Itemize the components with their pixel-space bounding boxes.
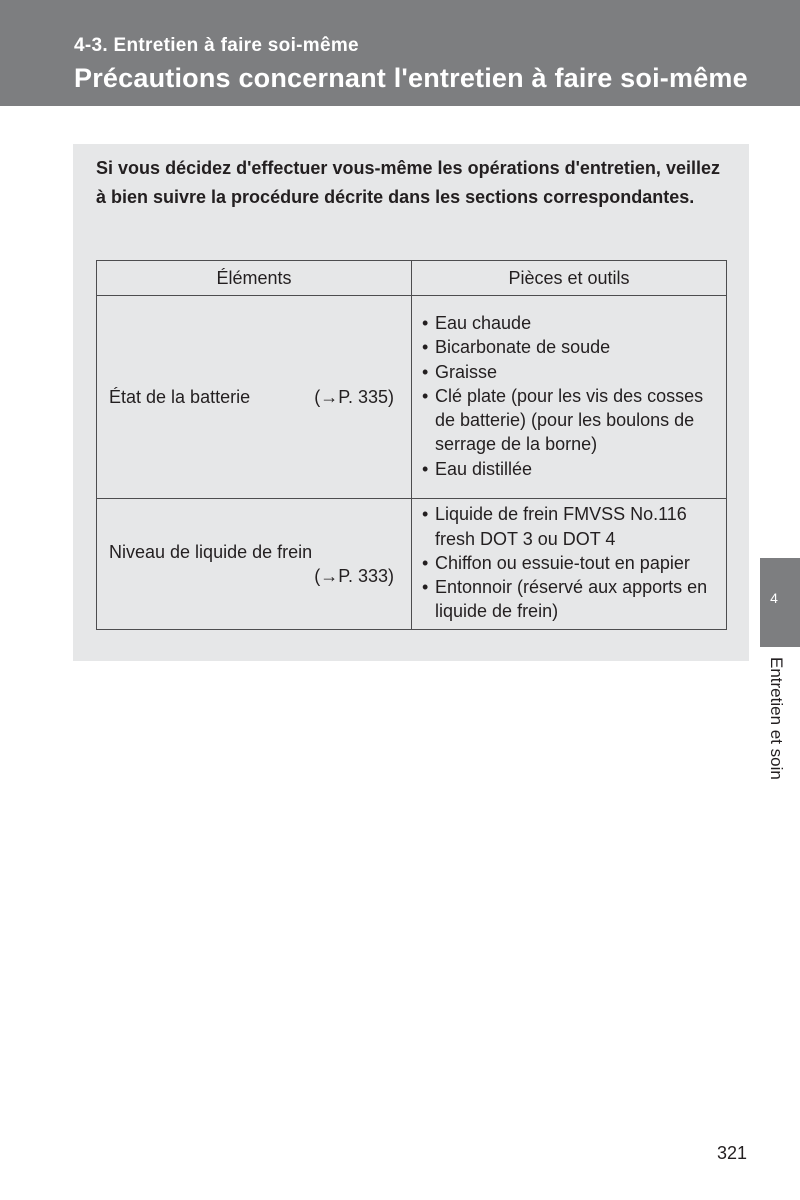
tools-cell — [412, 296, 727, 499]
chapter-number: 4 — [770, 590, 778, 606]
column-header-items: Éléments — [97, 261, 412, 296]
tools-list — [422, 502, 720, 623]
column-header-tools: Pièces et outils — [412, 261, 727, 296]
page-header — [0, 0, 800, 106]
maintenance-table — [96, 260, 727, 630]
table-header-row — [97, 261, 727, 296]
list-item: • Graisse — [422, 360, 720, 384]
list-item: • Liquide de frein FMVSS No.116 fresh DOT 3 ou DOT 4 — [422, 502, 720, 551]
table-row — [97, 499, 727, 630]
chapter-label: Entretien et soin — [767, 657, 786, 780]
tools-list — [422, 311, 720, 481]
chapter-tab — [760, 558, 800, 647]
list-item: • Entonnoir (réservé aux apports en liquide de frein) — [422, 575, 720, 624]
item-name: État de la batterie — [109, 386, 251, 407]
section-label: 4-3. Entretien à faire soi-même — [74, 35, 359, 56]
page-reference: (→P. 335) — [314, 386, 394, 407]
table-row — [97, 296, 727, 499]
tools-cell — [412, 499, 727, 630]
page-reference: (→P. 333) — [314, 566, 394, 586]
list-item: • Bicarbonate de soude — [422, 335, 720, 359]
item-cell — [97, 499, 412, 630]
list-item: • Clé plate (pour les vis des cosses de batterie) (pour les boulons de serrage de la borne) — [422, 384, 720, 457]
page-number: 321 — [717, 1143, 748, 1163]
list-item: • Eau chaude — [422, 311, 720, 335]
info-panel — [73, 144, 749, 661]
intro-text: Si vous décidez d'effectuer vous-même les opérations d'entretien, veillez à bien suivre la procédure décrite dans les sections correspondantes. — [96, 158, 720, 207]
item-name: Niveau de liquide de frein — [109, 541, 313, 562]
list-item: • Chiffon ou essuie-tout en papier — [422, 551, 720, 575]
page-title: Précautions concernant l'entretien à faire soi-même — [74, 63, 748, 93]
item-cell — [97, 296, 412, 499]
list-item: • Eau distillée — [422, 457, 720, 481]
